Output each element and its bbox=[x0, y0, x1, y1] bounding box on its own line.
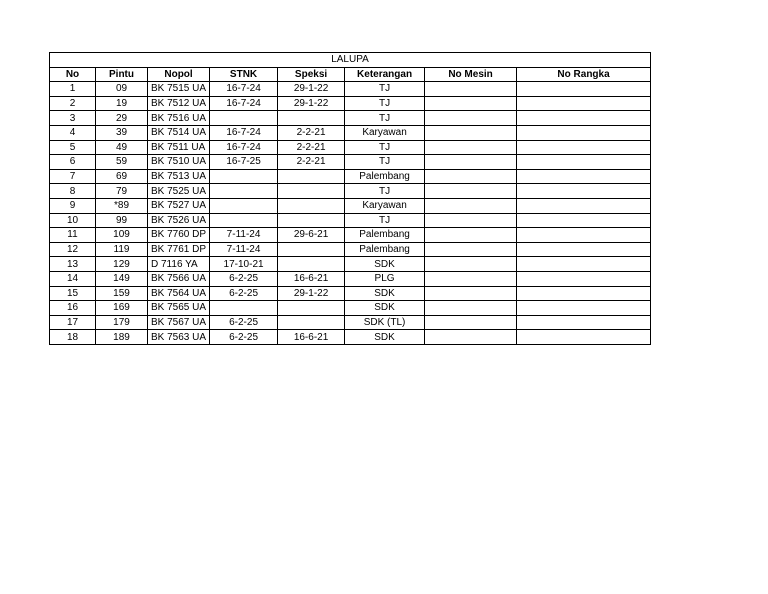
cell-nopol: BK 7510 UA bbox=[148, 155, 210, 170]
cell-no: 12 bbox=[50, 242, 96, 257]
cell-pintu: 69 bbox=[96, 169, 148, 184]
table-row bbox=[50, 140, 651, 155]
cell-no-rangka bbox=[517, 125, 651, 140]
table-row bbox=[50, 301, 651, 316]
cell-keterangan: TJ bbox=[345, 111, 425, 126]
cell-nopol: BK 7761 DP bbox=[148, 242, 210, 257]
table-row bbox=[50, 228, 651, 243]
cell-keterangan: TJ bbox=[345, 184, 425, 199]
table-row bbox=[50, 155, 651, 170]
cell-no-mesin bbox=[425, 125, 517, 140]
table-row bbox=[50, 271, 651, 286]
cell-nopol: BK 7760 DP bbox=[148, 228, 210, 243]
cell-no: 4 bbox=[50, 125, 96, 140]
cell-no: 2 bbox=[50, 96, 96, 111]
cell-no: 6 bbox=[50, 155, 96, 170]
cell-keterangan: TJ bbox=[345, 96, 425, 111]
table-body bbox=[50, 82, 651, 345]
cell-no: 3 bbox=[50, 111, 96, 126]
cell-no-mesin bbox=[425, 213, 517, 228]
cell-no-rangka bbox=[517, 96, 651, 111]
cell-keterangan: TJ bbox=[345, 213, 425, 228]
header-no-rangka: No Rangka bbox=[517, 67, 651, 82]
cell-keterangan: Palembang bbox=[345, 242, 425, 257]
header-nopol: Nopol bbox=[148, 67, 210, 82]
cell-pintu: 189 bbox=[96, 330, 148, 345]
cell-no-mesin bbox=[425, 301, 517, 316]
cell-no: 17 bbox=[50, 315, 96, 330]
cell-pintu: 159 bbox=[96, 286, 148, 301]
header-row bbox=[50, 67, 651, 82]
cell-nopol: BK 7527 UA bbox=[148, 198, 210, 213]
cell-pintu: 179 bbox=[96, 315, 148, 330]
cell-keterangan: PLG bbox=[345, 271, 425, 286]
cell-keterangan: SDK bbox=[345, 286, 425, 301]
cell-pintu: 19 bbox=[96, 96, 148, 111]
cell-no: 13 bbox=[50, 257, 96, 272]
cell-no-mesin bbox=[425, 228, 517, 243]
cell-nopol: BK 7564 UA bbox=[148, 286, 210, 301]
cell-stnk: 7-11-24 bbox=[210, 228, 278, 243]
cell-nopol: BK 7567 UA bbox=[148, 315, 210, 330]
cell-keterangan: TJ bbox=[345, 140, 425, 155]
cell-pintu: 39 bbox=[96, 125, 148, 140]
table-row bbox=[50, 82, 651, 97]
cell-nopol: BK 7565 UA bbox=[148, 301, 210, 316]
table-row bbox=[50, 169, 651, 184]
cell-pintu: 59 bbox=[96, 155, 148, 170]
cell-speksi bbox=[278, 169, 345, 184]
cell-keterangan: SDK (TL) bbox=[345, 315, 425, 330]
cell-stnk bbox=[210, 301, 278, 316]
cell-keterangan: Karyawan bbox=[345, 198, 425, 213]
table-row bbox=[50, 315, 651, 330]
cell-nopol: D 7116 YA bbox=[148, 257, 210, 272]
cell-pintu: 169 bbox=[96, 301, 148, 316]
cell-no-mesin bbox=[425, 271, 517, 286]
cell-no-mesin bbox=[425, 140, 517, 155]
table-row bbox=[50, 213, 651, 228]
cell-no-rangka bbox=[517, 169, 651, 184]
cell-no-rangka bbox=[517, 82, 651, 97]
cell-no: 16 bbox=[50, 301, 96, 316]
cell-no: 1 bbox=[50, 82, 96, 97]
table-row bbox=[50, 96, 651, 111]
header-stnk: STNK bbox=[210, 67, 278, 82]
cell-speksi: 29-1-22 bbox=[278, 286, 345, 301]
cell-keterangan: Karyawan bbox=[345, 125, 425, 140]
cell-keterangan: Palembang bbox=[345, 228, 425, 243]
cell-pintu: 99 bbox=[96, 213, 148, 228]
cell-no: 7 bbox=[50, 169, 96, 184]
cell-keterangan: TJ bbox=[345, 155, 425, 170]
cell-nopol: BK 7512 UA bbox=[148, 96, 210, 111]
cell-pintu: *89 bbox=[96, 198, 148, 213]
header-no-mesin: No Mesin bbox=[425, 67, 517, 82]
cell-no-mesin bbox=[425, 286, 517, 301]
header-no: No bbox=[50, 67, 96, 82]
cell-no-mesin bbox=[425, 330, 517, 345]
header-keterangan: Keterangan bbox=[345, 67, 425, 82]
cell-speksi bbox=[278, 111, 345, 126]
cell-no-rangka bbox=[517, 198, 651, 213]
table-row bbox=[50, 286, 651, 301]
cell-no-mesin bbox=[425, 184, 517, 199]
cell-keterangan: SDK bbox=[345, 257, 425, 272]
cell-no-rangka bbox=[517, 242, 651, 257]
cell-no-rangka bbox=[517, 111, 651, 126]
cell-no: 15 bbox=[50, 286, 96, 301]
cell-no-rangka bbox=[517, 271, 651, 286]
cell-nopol: BK 7566 UA bbox=[148, 271, 210, 286]
table-row bbox=[50, 184, 651, 199]
cell-stnk: 16-7-24 bbox=[210, 125, 278, 140]
cell-nopol: BK 7515 UA bbox=[148, 82, 210, 97]
cell-no-mesin bbox=[425, 198, 517, 213]
cell-stnk: 6-2-25 bbox=[210, 286, 278, 301]
cell-speksi: 16-6-21 bbox=[278, 271, 345, 286]
cell-speksi: 29-1-22 bbox=[278, 82, 345, 97]
header-speksi: Speksi bbox=[278, 67, 345, 82]
cell-speksi bbox=[278, 198, 345, 213]
cell-keterangan: TJ bbox=[345, 82, 425, 97]
cell-no-mesin bbox=[425, 315, 517, 330]
cell-no-rangka bbox=[517, 330, 651, 345]
cell-keterangan: Palembang bbox=[345, 169, 425, 184]
cell-keterangan: SDK bbox=[345, 330, 425, 345]
cell-no-rangka bbox=[517, 140, 651, 155]
cell-stnk: 16-7-25 bbox=[210, 155, 278, 170]
cell-no-mesin bbox=[425, 96, 517, 111]
cell-speksi bbox=[278, 184, 345, 199]
cell-no-rangka bbox=[517, 315, 651, 330]
table-row bbox=[50, 257, 651, 272]
cell-stnk bbox=[210, 169, 278, 184]
cell-speksi: 16-6-21 bbox=[278, 330, 345, 345]
cell-no: 10 bbox=[50, 213, 96, 228]
cell-speksi bbox=[278, 315, 345, 330]
cell-no-rangka bbox=[517, 228, 651, 243]
title-row bbox=[50, 53, 651, 68]
cell-stnk: 16-7-24 bbox=[210, 96, 278, 111]
cell-no-rangka bbox=[517, 213, 651, 228]
table-row bbox=[50, 111, 651, 126]
cell-pintu: 29 bbox=[96, 111, 148, 126]
cell-no-rangka bbox=[517, 155, 651, 170]
cell-speksi bbox=[278, 301, 345, 316]
cell-nopol: BK 7563 UA bbox=[148, 330, 210, 345]
cell-stnk bbox=[210, 184, 278, 199]
cell-speksi: 2-2-21 bbox=[278, 155, 345, 170]
cell-keterangan: SDK bbox=[345, 301, 425, 316]
cell-nopol: BK 7511 UA bbox=[148, 140, 210, 155]
cell-pintu: 49 bbox=[96, 140, 148, 155]
cell-speksi bbox=[278, 242, 345, 257]
cell-nopol: BK 7516 UA bbox=[148, 111, 210, 126]
cell-stnk: 16-7-24 bbox=[210, 82, 278, 97]
cell-stnk: 6-2-25 bbox=[210, 271, 278, 286]
lalupa-table bbox=[49, 52, 651, 345]
cell-no: 14 bbox=[50, 271, 96, 286]
cell-no: 18 bbox=[50, 330, 96, 345]
cell-stnk: 6-2-25 bbox=[210, 315, 278, 330]
cell-no: 11 bbox=[50, 228, 96, 243]
cell-no-mesin bbox=[425, 257, 517, 272]
cell-no-rangka bbox=[517, 257, 651, 272]
cell-no-mesin bbox=[425, 169, 517, 184]
cell-no: 8 bbox=[50, 184, 96, 199]
cell-speksi: 29-1-22 bbox=[278, 96, 345, 111]
cell-nopol: BK 7514 UA bbox=[148, 125, 210, 140]
cell-no: 9 bbox=[50, 198, 96, 213]
cell-speksi bbox=[278, 257, 345, 272]
cell-no-rangka bbox=[517, 184, 651, 199]
cell-speksi: 29-6-21 bbox=[278, 228, 345, 243]
cell-stnk bbox=[210, 198, 278, 213]
cell-no-mesin bbox=[425, 242, 517, 257]
cell-stnk bbox=[210, 111, 278, 126]
header-pintu: Pintu bbox=[96, 67, 148, 82]
table-row bbox=[50, 330, 651, 345]
cell-no-mesin bbox=[425, 111, 517, 126]
cell-speksi: 2-2-21 bbox=[278, 140, 345, 155]
cell-pintu: 149 bbox=[96, 271, 148, 286]
cell-no-mesin bbox=[425, 155, 517, 170]
table-title: LALUPA bbox=[50, 53, 651, 68]
cell-no: 5 bbox=[50, 140, 96, 155]
cell-speksi bbox=[278, 213, 345, 228]
cell-stnk: 17-10-21 bbox=[210, 257, 278, 272]
cell-nopol: BK 7513 UA bbox=[148, 169, 210, 184]
table-row bbox=[50, 198, 651, 213]
cell-no-rangka bbox=[517, 301, 651, 316]
cell-stnk: 7-11-24 bbox=[210, 242, 278, 257]
cell-pintu: 09 bbox=[96, 82, 148, 97]
cell-pintu: 129 bbox=[96, 257, 148, 272]
table-row bbox=[50, 125, 651, 140]
cell-nopol: BK 7525 UA bbox=[148, 184, 210, 199]
cell-speksi: 2-2-21 bbox=[278, 125, 345, 140]
cell-pintu: 109 bbox=[96, 228, 148, 243]
cell-no-mesin bbox=[425, 82, 517, 97]
cell-no-rangka bbox=[517, 286, 651, 301]
cell-pintu: 79 bbox=[96, 184, 148, 199]
cell-stnk bbox=[210, 213, 278, 228]
cell-pintu: 119 bbox=[96, 242, 148, 257]
table-row bbox=[50, 242, 651, 257]
cell-nopol: BK 7526 UA bbox=[148, 213, 210, 228]
cell-stnk: 16-7-24 bbox=[210, 140, 278, 155]
cell-stnk: 6-2-25 bbox=[210, 330, 278, 345]
